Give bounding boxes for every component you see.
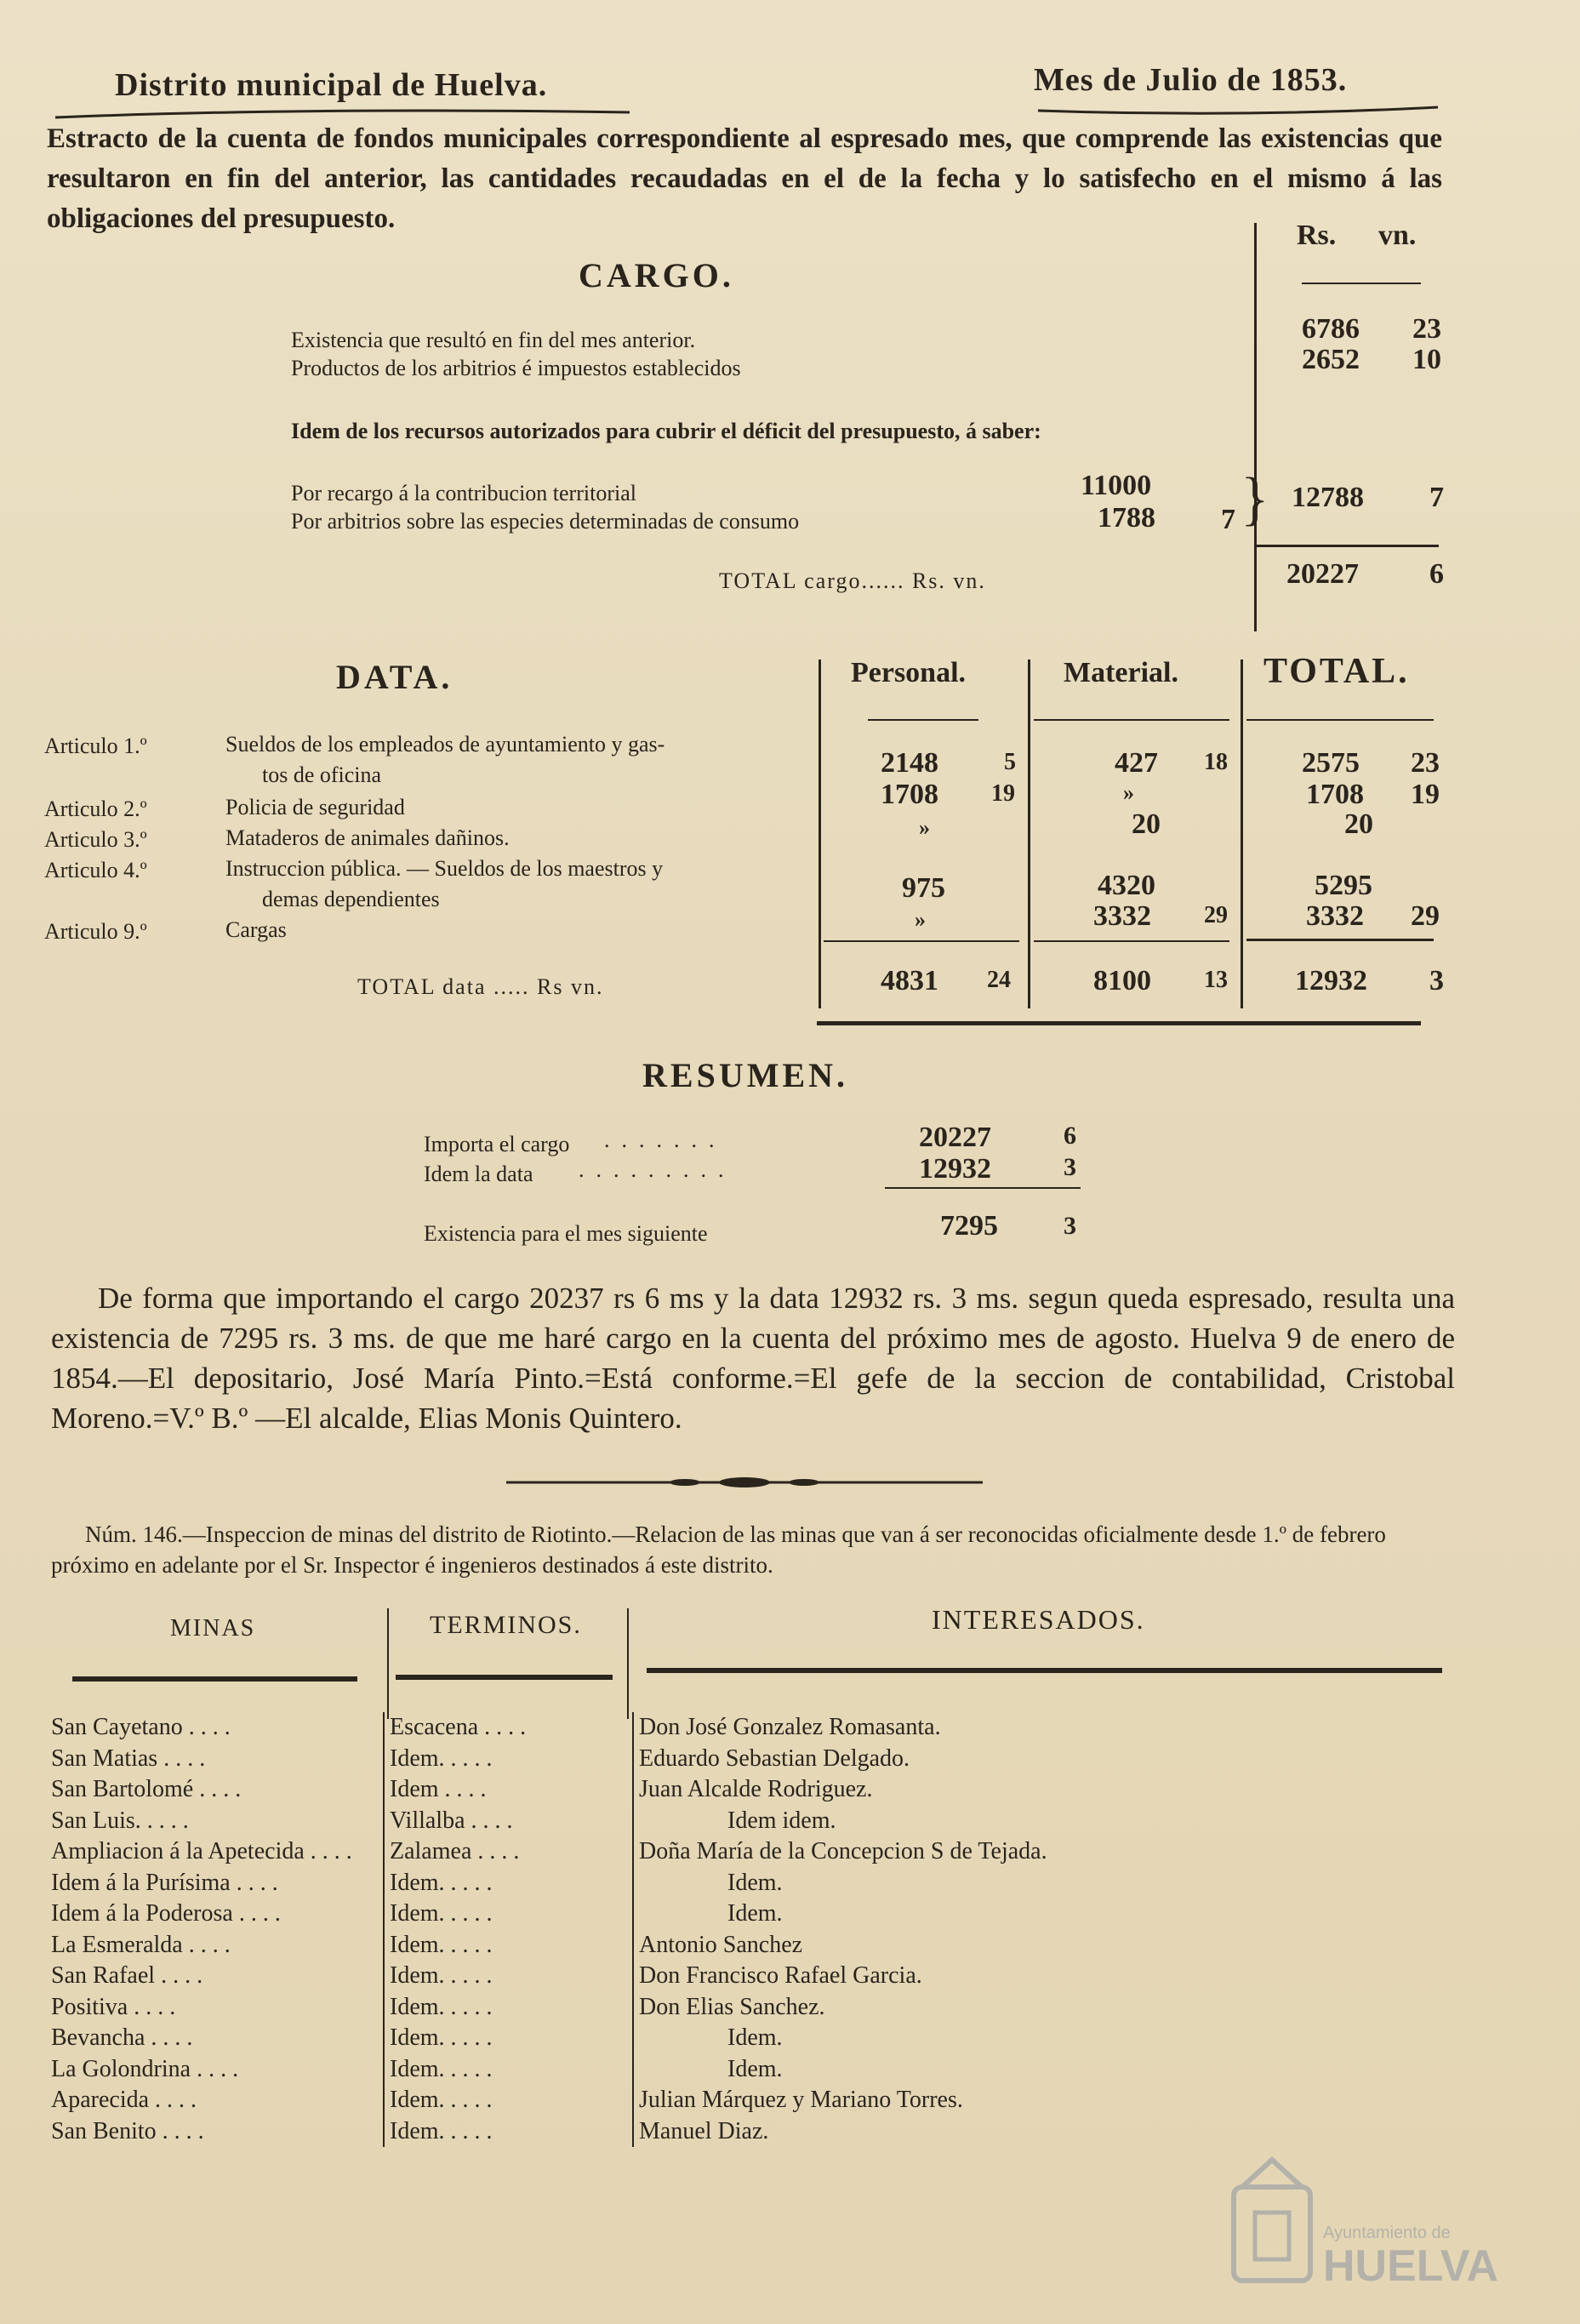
leader-dots: . . . . <box>140 1807 189 1834</box>
termino: Zalamea <box>390 1838 472 1865</box>
rule <box>1256 545 1439 547</box>
leader-dots: . . . . <box>157 1744 206 1772</box>
cargo-row-vn: 23 <box>1412 313 1441 345</box>
data-row-tc: 23 <box>1411 747 1440 779</box>
col-personal: Personal. <box>851 657 967 688</box>
leader-dots: . . . . <box>156 2117 204 2144</box>
rule <box>1034 719 1229 721</box>
intro-paragraph: Estracto de la cuenta de fondos municipales correspondiente al espresado mes, que comprende las existencias que resultaron en fin del anterior, las cantidades recaudadas en el de la fecha y lo satisfecho en el mismo á las obligaciones del presupuesto. <box>47 123 1442 234</box>
mines-notice: Núm. 146.—Inspeccion de minas del distrito de Riotinto.—Relacion de las minas que van á ser reconocidas oficialmente desde 1.º de febrero próximo en adelante por el Sr. Inspector é ingenieros destinados á este distrito. <box>51 1522 1386 1578</box>
leader-dots: . . . . <box>478 1714 527 1741</box>
interesado: Don José Gonzalez Romasanta. <box>639 1714 941 1741</box>
leader-dots: . . . . <box>182 1931 231 1958</box>
table-row <box>51 2116 1047 2148</box>
cargo-total-vn: 6 <box>1429 558 1444 590</box>
interesado: Idem. <box>727 1869 783 1896</box>
data-bottom-rule <box>817 1021 1421 1025</box>
data-total-label: TOTAL data ..... Rs vn. <box>357 974 604 999</box>
leader-dots: . . . . <box>444 1900 493 1927</box>
rule <box>1246 719 1434 721</box>
data-row-t: 1708 <box>1306 779 1364 810</box>
watermark-line2: HUELVA <box>1323 2241 1499 2291</box>
data-row-t: 20 <box>1344 808 1373 840</box>
data-row-t: 3332 <box>1306 900 1364 932</box>
data-row-label: Mataderos de animales dañinos. <box>225 825 510 850</box>
rule <box>396 1675 613 1680</box>
data-row-m: 427 <box>1115 747 1158 779</box>
interesado: Idem. <box>727 2024 783 2052</box>
data-row-art: Articulo 4.º <box>44 858 147 882</box>
mina-name: San Rafael <box>51 1962 156 1990</box>
data-row-m: 4320 <box>1098 870 1155 901</box>
data-row-t: 5295 <box>1315 870 1372 901</box>
leader-dots: . . . . <box>230 1869 278 1896</box>
interesado: Antonio Sanchez <box>639 1931 803 1958</box>
table-divider <box>627 1608 629 1719</box>
table-row <box>51 1992 1047 2024</box>
termino: Idem. <box>390 2055 445 2082</box>
data-row-pc: 5 <box>1004 749 1016 775</box>
termino: Idem. <box>390 1931 445 1958</box>
termino: Idem. <box>390 1962 445 1990</box>
district-heading: Distrito municipal de Huelva. <box>115 67 548 103</box>
mina-name: Idem á la Poderosa <box>51 1900 233 1927</box>
data-row-p: » <box>915 907 926 932</box>
sub-total-rs: 12788 <box>1292 482 1364 513</box>
data-total-p: 4831 <box>881 965 938 996</box>
data-total-m: 8100 <box>1093 965 1151 996</box>
leader-dots: . . . . <box>444 1869 493 1896</box>
data-divider <box>819 660 821 1008</box>
rule <box>868 719 978 721</box>
cargo-row-rs: 6786 <box>1302 313 1360 345</box>
rule <box>885 1187 1081 1189</box>
interesado: Eduardo Sebastian Delgado. <box>639 1744 910 1772</box>
watermark-line1: Ayuntamiento de <box>1323 2224 1451 2242</box>
leader-dots: . . . . <box>128 1993 176 2020</box>
leader-dots: . . . . <box>232 1900 281 1927</box>
leader-dots: . . . . <box>444 2117 493 2144</box>
resumen-row-rs: 20227 <box>919 1122 991 1153</box>
data-row-p: 975 <box>902 872 945 904</box>
data-divider <box>1028 660 1030 1008</box>
leader-dots: . . . . <box>304 1838 352 1865</box>
table-row <box>51 2085 1047 2116</box>
mina-name: La Esmeralda <box>51 1931 183 1958</box>
table-row <box>51 1712 1047 1744</box>
data-row-label: Cargas <box>225 917 287 942</box>
termino: Escacena <box>390 1714 479 1741</box>
leader-dots: . . . . <box>155 1962 203 1990</box>
mina-name: San Luis. <box>51 1807 141 1834</box>
col-minas: MINAS <box>170 1615 256 1642</box>
termino: Idem. <box>390 2117 445 2144</box>
leader-dots: . . . . <box>145 2024 193 2052</box>
data-row-label: Sueldos de los empleados de ayuntamiento y gas- <box>225 732 665 757</box>
table-row <box>51 1930 1047 1961</box>
rule <box>647 1668 1442 1673</box>
data-row-tc: 29 <box>1411 900 1440 932</box>
data-row-pc: 19 <box>991 780 1015 807</box>
cargo-total-rs: 20227 <box>1286 558 1359 590</box>
ornament-rule <box>506 1472 983 1493</box>
mina-name: San Cayetano <box>51 1714 183 1741</box>
leader-dots: . . . . <box>149 2087 197 2114</box>
sub-row-rs: 11000 <box>1081 470 1152 501</box>
interesado: Manuel Diaz. <box>639 2117 769 2144</box>
resumen-row-vn: 3 <box>1064 1153 1076 1181</box>
table-row <box>51 1868 1047 1899</box>
mina-name: San Bartolomé <box>51 1776 194 1803</box>
cargo-row-label: Existencia que resultó en fin del mes anterior. <box>291 328 696 352</box>
data-total-pc: 24 <box>987 967 1011 993</box>
data-row-art: Articulo 9.º <box>44 919 147 944</box>
data-row-mc: 18 <box>1204 749 1228 775</box>
leader-dots: . . . . <box>438 1776 487 1803</box>
leader-dots: . . . . <box>444 2024 493 2052</box>
leader-dots: ......... <box>579 1157 736 1182</box>
interesado: Juan Alcalde Rodriguez. <box>639 1776 873 1803</box>
sub-row-rs: 1788 <box>1098 502 1155 534</box>
col-terminos: TERMINOS. <box>430 1611 582 1639</box>
leader-dots: . . . . <box>444 1744 493 1772</box>
leader-dots: . . . . <box>193 1776 242 1803</box>
table-divider <box>387 1608 389 1719</box>
cargo-divider <box>1254 223 1257 631</box>
termino: Villalba <box>390 1807 465 1834</box>
brace: } <box>1241 466 1269 532</box>
leader-dots: . . . . <box>465 1807 513 1834</box>
table-row <box>51 1961 1047 1992</box>
cargo-row-rs: 2652 <box>1302 344 1360 375</box>
table-row <box>51 1744 1047 1775</box>
termino: Idem. <box>390 1744 445 1772</box>
interesado: Doña María de la Concepcion S de Tejada. <box>639 1838 1047 1865</box>
cargo-title: CARGO. <box>579 256 734 294</box>
cargo-row-label: Productos de los arbitrios é impuestos establecidos <box>291 356 741 380</box>
termino: Idem <box>390 1776 439 1803</box>
mina-name: Ampliacion á la Apetecida <box>51 1838 305 1865</box>
cargo-total-label: TOTAL cargo...... Rs. vn. <box>719 568 986 593</box>
termino: Idem. <box>390 2024 445 2052</box>
sub-row-label: Por arbitrios sobre las especies determinadas de consumo <box>291 509 800 534</box>
sub-total-vn: 7 <box>1429 482 1444 513</box>
resumen-row-vn: 6 <box>1064 1122 1076 1150</box>
data-row-label: tos de oficina <box>262 762 382 787</box>
mina-name: San Benito <box>51 2117 157 2144</box>
resumen-row-label: Idem la data <box>424 1162 533 1186</box>
leader-dots: . . . . <box>182 1714 231 1741</box>
leader-dots: . . . . <box>191 2055 239 2082</box>
data-divider <box>1241 660 1243 1008</box>
interesado: Idem. <box>727 1900 783 1927</box>
rule <box>1034 940 1229 942</box>
data-total-t: 12932 <box>1295 965 1367 996</box>
interesado: Don Francisco Rafael Garcia. <box>639 1962 922 1990</box>
table-row <box>51 1806 1047 1837</box>
huelva-seal-icon <box>1225 2153 1499 2315</box>
mina-name: Positiva <box>51 1993 128 2020</box>
col-vn: vn. <box>1378 220 1417 251</box>
rule <box>72 1676 357 1682</box>
leader-dots: . . . . <box>444 2055 493 2082</box>
table-row <box>51 2054 1047 2086</box>
leader-dots: . . . . <box>444 1931 493 1958</box>
termino: Idem. <box>390 2087 445 2114</box>
resumen-row-rs: 12932 <box>919 1153 991 1185</box>
mines-table <box>51 1712 1446 2147</box>
data-row-art: Articulo 1.º <box>44 734 147 758</box>
resumen-row-label: Importa el cargo <box>424 1132 570 1156</box>
mina-name: Idem á la Purísima <box>51 1869 231 1896</box>
termino: Idem. <box>390 1993 445 2020</box>
rule <box>1246 939 1434 941</box>
resumen-row-rs: 7295 <box>940 1210 998 1242</box>
interesado: Don Elias Sanchez. <box>639 1993 825 2020</box>
rule <box>1302 283 1421 284</box>
data-row-art: Articulo 3.º <box>44 827 147 852</box>
leader-dots: ....... <box>604 1128 727 1152</box>
rule <box>824 940 1019 942</box>
data-row-p: 1708 <box>881 779 938 810</box>
mina-name: Aparecida <box>51 2087 150 2114</box>
interesado: Idem. <box>727 2055 783 2082</box>
leader-dots: . . . . <box>444 1962 493 1990</box>
data-row-m: 3332 <box>1093 900 1151 932</box>
col-interesados: INTERESADOS. <box>932 1604 1145 1635</box>
interesado: Julian Márquez y Mariano Torres. <box>639 2087 963 2114</box>
data-row-mc: 29 <box>1204 902 1228 928</box>
data-total-mc: 13 <box>1204 967 1228 993</box>
termino: Idem. <box>390 1869 445 1896</box>
data-row-label: demas dependientes <box>262 887 440 911</box>
sub-row-label: Por recargo á la contribucion territorial <box>291 481 636 505</box>
data-row-tc: 19 <box>1411 779 1440 810</box>
resumen-title: RESUMEN. <box>642 1056 849 1094</box>
cargo-row-vn: 10 <box>1412 344 1441 375</box>
table-row <box>51 1899 1047 1930</box>
resumen-row-vn: 3 <box>1064 1212 1076 1240</box>
sub-row-vn: 7 <box>1221 504 1235 535</box>
col-rs: Rs. <box>1297 220 1337 251</box>
deficit-label: Idem de los recursos autorizados para cubrir el déficit del presupuesto, á saber: <box>291 419 1041 443</box>
data-total-tc: 3 <box>1429 965 1444 996</box>
data-row-m: » <box>1123 780 1134 805</box>
col-material: Material. <box>1064 657 1178 688</box>
data-row-m: 20 <box>1132 808 1161 840</box>
table-row <box>51 2023 1047 2054</box>
leader-dots: . . . . <box>471 1838 520 1865</box>
closing-paragraph: De forma que importando el cargo 20237 rs 6 ms y la data 12932 rs. 3 ms. segun queda espresado, resulta una existencia de 7295 rs. 3 ms. de que me haré cargo en la cuenta del próximo mes de agosto. Huelva 9 de enero de 1854.—El depositario, José María Pinto.=Está conforme.=El gefe de la seccion de contabilidad, Cristobal Moreno.=V.º B.º —El alcalde, Elias Monis Quintero. <box>51 1282 1455 1435</box>
data-row-t: 2575 <box>1302 747 1360 779</box>
leader-dots: . . . . <box>444 2087 493 2114</box>
data-row-label: Instruccion pública. — Sueldos de los maestros y <box>225 856 664 881</box>
interesado: Idem idem. <box>727 1807 836 1834</box>
mines-table-body <box>51 1712 1047 2147</box>
mina-name: San Matias <box>51 1744 158 1772</box>
data-row-p: 2148 <box>881 747 938 779</box>
month-heading: Mes de Julio de 1853. <box>1034 62 1348 98</box>
termino: Idem. <box>390 1900 445 1927</box>
table-row <box>51 1836 1047 1868</box>
data-title: DATA. <box>336 658 453 696</box>
resumen-row-label: Existencia para el mes siguiente <box>424 1221 708 1246</box>
mina-name: La Golondrina <box>51 2055 191 2082</box>
data-row-label: Policia de seguridad <box>225 795 405 819</box>
col-total: TOTAL. <box>1263 652 1410 691</box>
data-row-p: » <box>919 815 930 840</box>
leader-dots: . . . . <box>444 1993 493 2020</box>
data-row-art: Articulo 2.º <box>44 797 147 821</box>
mina-name: Bevancha <box>51 2024 145 2052</box>
table-row <box>51 1774 1047 1806</box>
